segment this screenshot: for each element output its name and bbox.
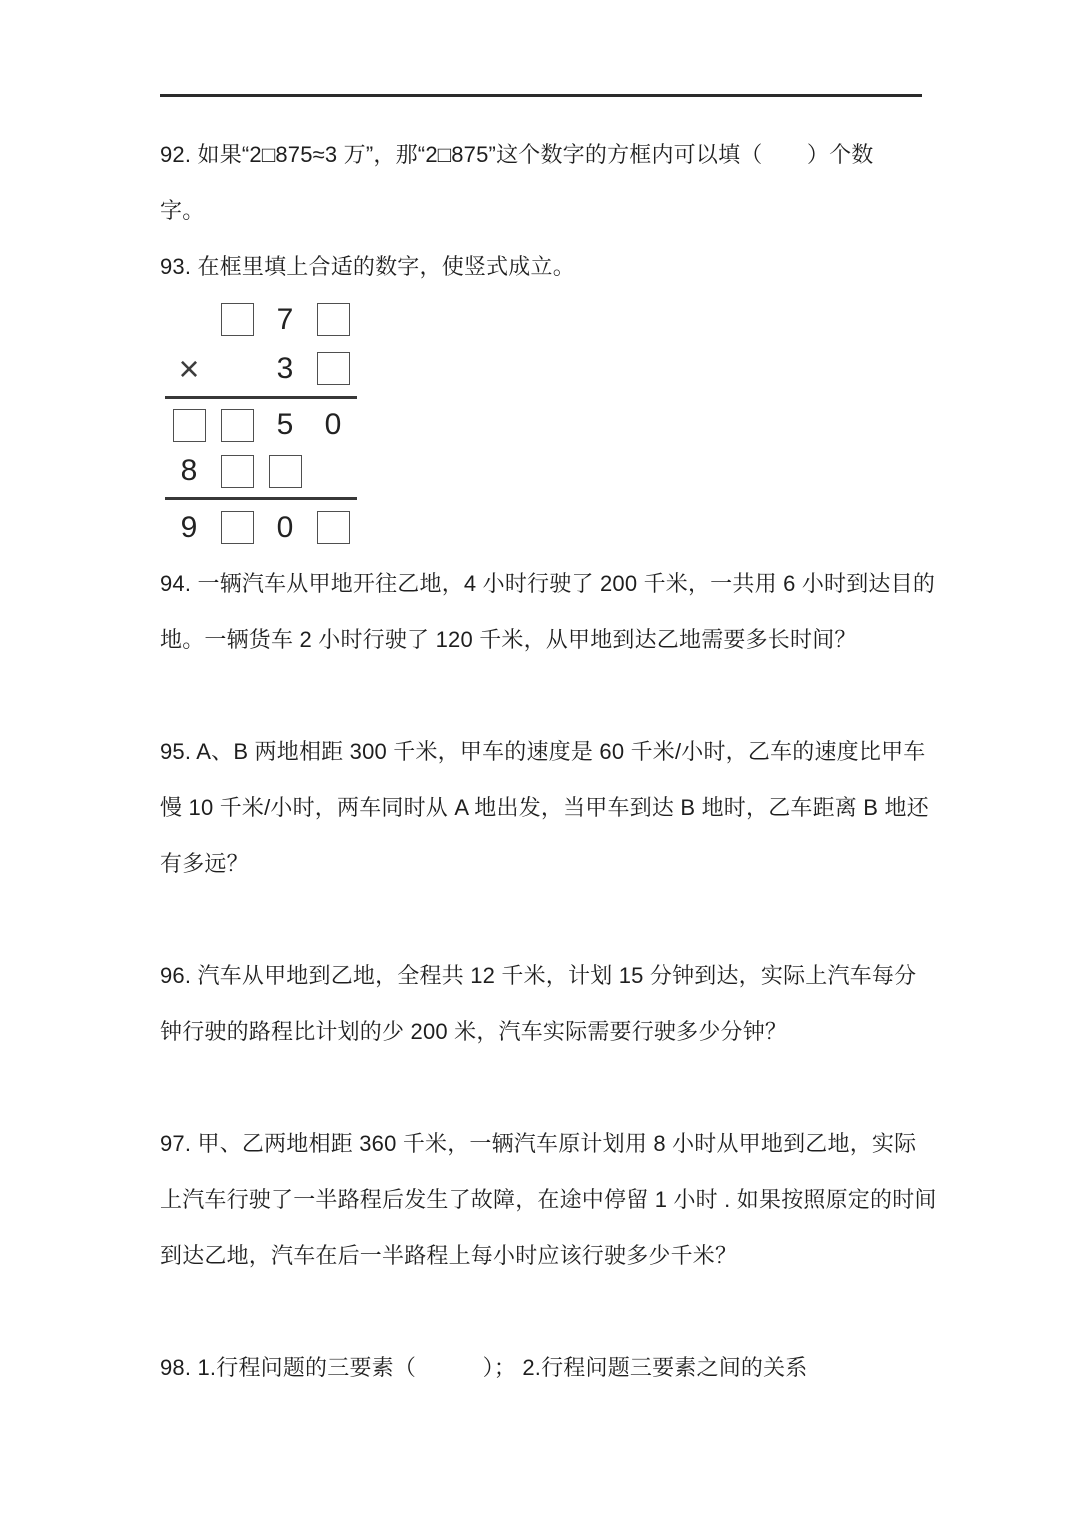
multiplication-row xyxy=(165,295,357,344)
problem-97-line: 97. 甲、乙两地相距 360 千米，一辆汽车原计划用 8 小时从甲地到乙地，实际 xyxy=(160,1131,917,1156)
multiplication-row xyxy=(165,344,357,393)
answer-box xyxy=(221,455,254,488)
problem-93 xyxy=(160,239,922,295)
multiply-icon: × xyxy=(178,347,200,389)
problem-95-line: 有多远？ xyxy=(160,851,249,876)
answer-box-cell xyxy=(165,409,213,442)
problem-92-line: 字。 xyxy=(160,198,205,223)
problem-97-line: 到达乙地，汽车在后一半路程上每小时应该行驶多少千米？ xyxy=(160,1243,738,1268)
answer-box-cell xyxy=(213,303,261,336)
multiply-sign-cell xyxy=(165,347,213,389)
problem-95-line: 95. A、B 两地相距 300 千米，甲车的速度是 60 千米/小时，乙车的速度比甲车 xyxy=(160,739,926,764)
answer-box-cell xyxy=(309,303,357,336)
answer-box xyxy=(317,352,350,385)
problem-98 xyxy=(160,1340,922,1396)
given-digit: 9 xyxy=(180,510,198,544)
given-digit: 0 xyxy=(324,408,342,441)
problem-95 xyxy=(160,724,929,892)
answer-box xyxy=(317,303,350,336)
given-digit: 5 xyxy=(276,408,294,441)
digit-cell xyxy=(309,408,357,442)
answer-box xyxy=(221,511,254,544)
digit-cell xyxy=(261,352,309,386)
problem-98-line: 98. 1.行程问题的三要素（ ）； 2.行程问题三要素之间的关系 xyxy=(160,1355,808,1380)
answer-box-cell xyxy=(213,455,261,488)
multiplication-row xyxy=(165,402,357,448)
multiplication-row xyxy=(165,503,357,552)
answer-box xyxy=(269,455,302,488)
multiplication-rule-line xyxy=(165,497,357,500)
problem-96 xyxy=(160,948,922,1060)
problem-96-line: 96. 汽车从甲地到乙地，全程共 12 千米，计划 15 分钟到达，实际上汽车每分 xyxy=(160,963,917,988)
problem-92 xyxy=(160,127,922,239)
vertical-multiplication xyxy=(165,295,357,552)
answer-box xyxy=(221,409,254,442)
digit-cell xyxy=(261,408,309,442)
given-digit: 3 xyxy=(276,351,294,385)
digit-cell xyxy=(261,511,309,545)
multiplication-row xyxy=(165,448,357,494)
answer-box-cell xyxy=(309,352,357,385)
answer-box xyxy=(317,511,350,544)
digit-cell xyxy=(165,454,213,488)
problem-96-line: 钟行驶的路程比计划的少 200 米，汽车实际需要行驶多少分钟？ xyxy=(160,1019,788,1044)
worksheet-content xyxy=(160,0,937,1396)
problem-94-line: 地。一辆货车 2 小时行驶了 120 千米，从甲地到达乙地需要多长时间？ xyxy=(160,627,857,652)
given-digit: 8 xyxy=(180,454,198,487)
problem-93-line: 93. 在框里填上合适的数字，使竖式成立。 xyxy=(160,254,575,279)
page-top-rule xyxy=(160,94,922,97)
answer-box-cell xyxy=(261,455,309,488)
answer-box xyxy=(221,303,254,336)
problem-97-line: 上汽车行驶了一半路程后发生了故障，在途中停留 1 小时 . 如果按照原定的时间 xyxy=(160,1187,937,1212)
problem-97 xyxy=(160,1116,937,1284)
problem-94 xyxy=(160,556,936,668)
given-digit: 0 xyxy=(276,510,294,544)
problem-94-line: 94. 一辆汽车从甲地开往乙地，4 小时行驶了 200 千米，一共用 6 小时到达目的 xyxy=(160,571,936,596)
answer-box-cell xyxy=(309,511,357,544)
digit-cell xyxy=(261,303,309,337)
multiplication-rule-line xyxy=(165,396,357,399)
problem-92-line: 92. 如果“2□875≈3 万”，那“2□875”这个数字的方框内可以填（ ）个数 xyxy=(160,142,874,167)
answer-box-cell xyxy=(213,511,261,544)
problem-95-line: 慢 10 千米/小时，两车同时从 A 地出发，当甲车到达 B 地时，乙车距离 B 地还 xyxy=(160,795,929,820)
given-digit: 7 xyxy=(276,302,294,336)
answer-box-cell xyxy=(213,409,261,442)
answer-box xyxy=(173,409,206,442)
digit-cell xyxy=(165,511,213,545)
